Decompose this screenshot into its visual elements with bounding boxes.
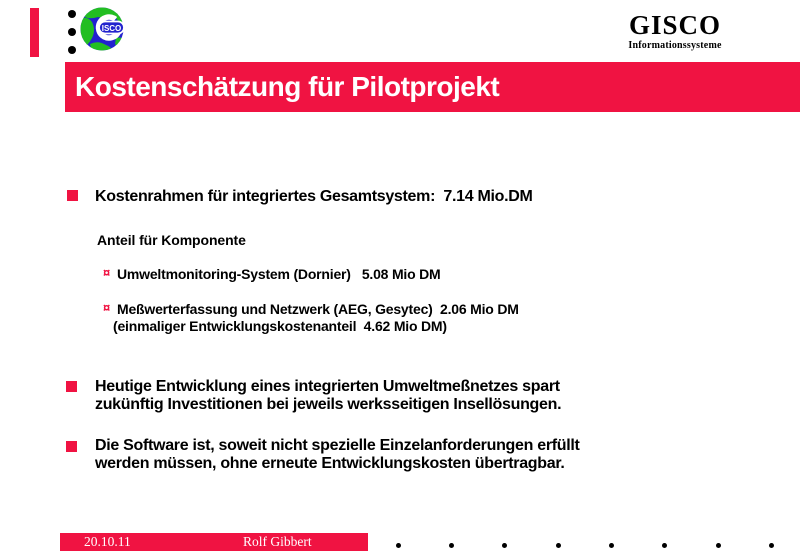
currency-bullet-icon: ¤: [103, 300, 111, 315]
bullet-square-icon: [66, 441, 77, 452]
logo-dot: [68, 46, 76, 54]
sub-bullet-1-text: Umweltmonitoring-System (Dornier) 5.08 Mio DM: [117, 266, 441, 282]
brand-name: GISCO: [628, 10, 722, 40]
footer-dot: [556, 543, 561, 548]
currency-bullet-icon: ¤: [103, 265, 111, 280]
footer-dot: [662, 543, 667, 548]
logo-dot: [68, 28, 76, 36]
footer-dot: [449, 543, 454, 548]
brand-block: [615, 11, 735, 51]
footer-dot: [716, 543, 721, 548]
bullet-2-line-1: Heutige Entwicklung eines integrierten Umweltmeßnetzes spart: [95, 378, 560, 395]
title-bar: [65, 62, 800, 112]
bullet-3-line-2: werden müssen, ohne erneute Entwicklungskosten übertragbar.: [95, 455, 565, 472]
footer-bar: [60, 533, 368, 551]
bullet-2-line-2: zukünftig Investitionen bei jeweils werksseitigen Insellösungen.: [95, 396, 562, 413]
page-title: Kostenschätzung für Pilotprojekt: [75, 71, 500, 102]
sub-bullet-2-line-1: Meßwerterfassung und Netzwerk (AEG, Gesytec) 2.06 Mio DM: [117, 301, 519, 317]
header-left-red-bar: [30, 8, 39, 57]
footer-dot: [769, 543, 774, 548]
bullet-square-icon: [67, 190, 78, 201]
logo-dot: [68, 10, 76, 18]
footer-author: Rolf Gibbert: [243, 534, 312, 549]
bullet-square-icon: [66, 381, 77, 392]
gisco-globe-logo-icon: [80, 4, 125, 59]
footer-date: 20.10.11: [84, 534, 131, 549]
footer-dot: [502, 543, 507, 548]
brand-subtitle: Informationssysteme: [628, 40, 722, 51]
footer-dot: [396, 543, 401, 548]
bullet-3-line-1: Die Software ist, soweit nicht spezielle Einzelanforderungen erfüllt: [95, 437, 580, 454]
logo-isco-text: ISCO: [101, 23, 122, 33]
bullet-1-text: Kostenrahmen für integriertes Gesamtsystem: 7.14 Mio.DM: [95, 188, 533, 205]
sub-bullet-2-line-2: (einmaliger Entwicklungskostenanteil 4.62 Mio DM): [113, 318, 447, 334]
subheading-text: Anteil für Komponente: [97, 232, 246, 248]
footer-dot: [609, 543, 614, 548]
